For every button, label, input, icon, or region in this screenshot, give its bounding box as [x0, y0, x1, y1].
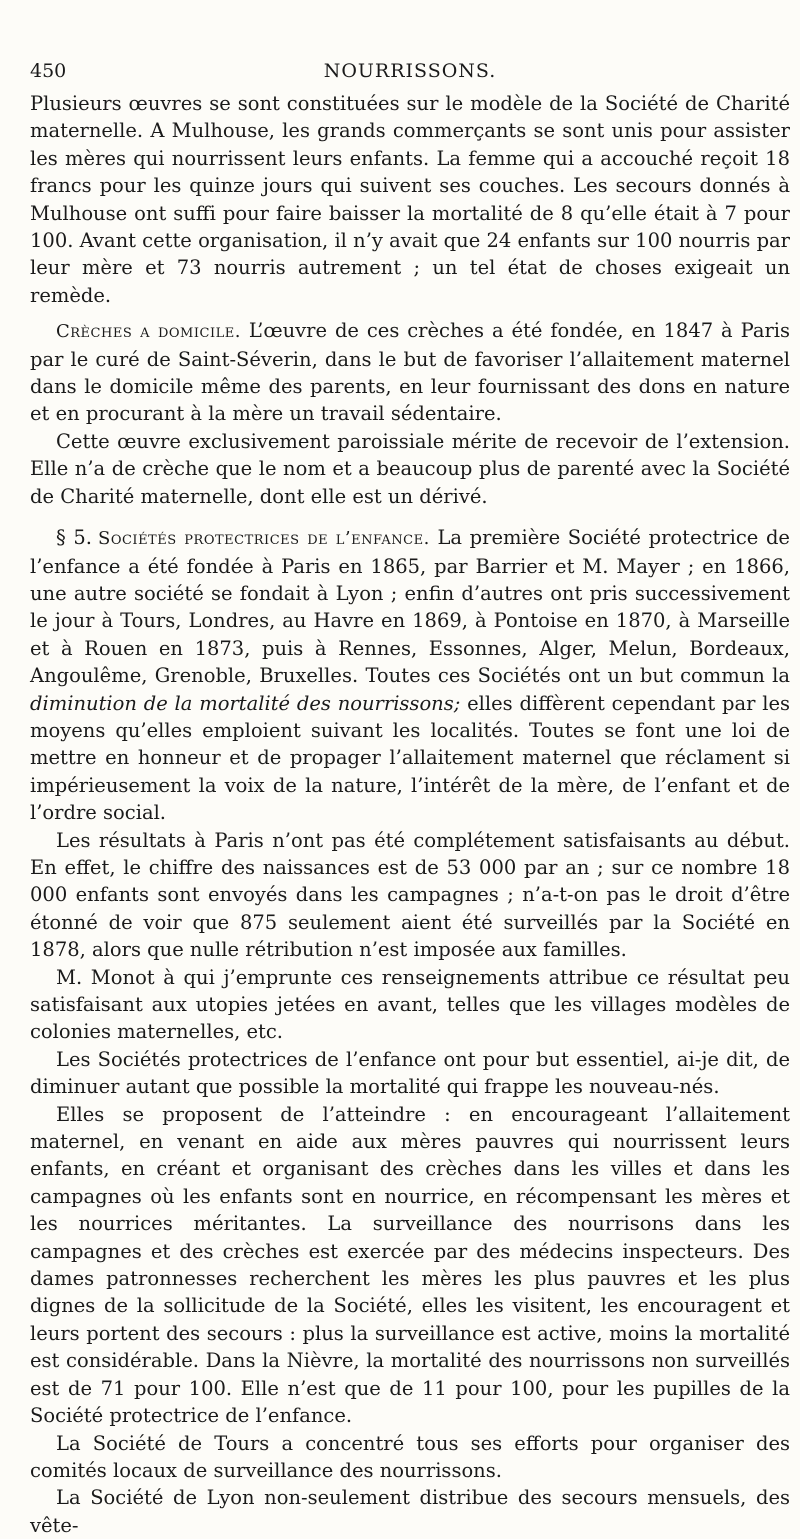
- running-head: NOURRISSONS.: [323, 60, 497, 82]
- paragraph-mulhouse: Plusieurs œuvres se sont constituées sur le modèle de la Société de Charité maternelle. A Mulhouse, les grands commerçants se sont unis pour assister les mères qui nourrissent leurs enfants. La femme qui a accouché reçoit 18 francs pour les quinze jours qui suivent ses couches. Les secours donnés à Mulhouse ont suffi pour faire baisser la mortalité de 8 qu’elle était à 7 pour 100. Avant cette organisation, il n’y avait que 24 enfants sur 100 nourris par leur mère et 73 nourris autrement ; un tel état de choses exigeait un remède.: [30, 92, 790, 307]
- paragraph-monot: M. Monot à qui j’emprunte ces renseignements attribue ce résultat peu satisfaisant aux utopies jetées en avant, telles que les villages modèles de colonies maternelles, etc.: [30, 965, 790, 1044]
- paragraph-section-5: [30, 524, 790, 826]
- paragraph-resultats: Les résultats à Paris n’ont pas été complétement satisfaisants au début. En effet, le chiffre des naissances est de 53 000 par an ; sur ce nombre 18 000 enfants sont envoyés dans les campagnes ; n’a-t-on pas le droit d’être étonné de voir que 875 seulement aient été surveillés par la Société en 1878, alors que nulle rétribution n’est imposée aux familles.: [30, 828, 790, 962]
- section-mark: § 5.: [56, 526, 92, 550]
- book-page: [30, 58, 790, 1539]
- section-body-1: La première Société protectrice de l’enfance a été fondée à Paris en 1865, par Barrier et M. Mayer ; en 1866, une autre société se fondait à Lyon ; enfin d’autres ont pris successivement le jour à Tours, Londres, au Havre en 1869, à Pontoise en 1870, à Marseille et à Rouen en 1873, puis à Rennes, Essonnes, Alger, Melun, Bordeaux, Angoulême, Grenoble, Bruxelles. Toutes ces Sociétés ont un but commun la: [30, 526, 790, 688]
- paragraph-creches: [30, 317, 790, 428]
- creches-heading: Crèches a domicile.: [56, 321, 241, 343]
- paragraph-moyens: Elles se proposent de l’atteindre : en encourageant l’allaitement maternel, en venant en aide aux mères pauvres qui nourrissent leurs enfants, en créant et organisant des crèches dans les villes et dans les campagnes où les enfants sont en nourrice, en récompensant les mères et les nourrices méritantes. La surveillance des nourrisons dans les campagnes et des crèches est exercée par des médecins inspecteurs. Des dames patronnesses recherchent les mères les plus pauvres et les plus dignes de la sollicitude de la Société, elles les visitent, les encouragent et leurs portent des secours : plus la surveillance est active, moins la mortalité est considérable. Dans la Nièvre, la mortalité des nourrissons non surveillés est de 71 pour 100. Elle n’est que de 11 pour 100, pour les pupilles de la Société protectrice de l’enfance.: [30, 1102, 790, 1428]
- section-heading: Sociétés protectrices de l’enfance.: [98, 528, 430, 550]
- section-italic: diminution de la mortalité des nourrissons;: [30, 691, 461, 715]
- section-body-2: elles diffèrent cependant par les moyens qu’elles emploient suivant les localités. Toutes se font une loi de mettre en honneur et de propager l’allaitement maternel que réclament si impérieusement la voix de la nature, l’intérêt de la mère, de l’enfant et de l’ordre social.: [30, 691, 790, 825]
- paragraph-lyon: La Société de Lyon non-seulement distribue des secours mensuels, des vête-: [30, 1486, 790, 1537]
- creches-body: L’œuvre de ces crèches a été fondée, en 1847 à Paris par le curé de Saint-Séverin, dans le but de favoriser l’allaitement maternel dans le domicile même des parents, en leur fournissant des dons en nature et en procurant à la mère un travail sédentaire.: [30, 319, 791, 426]
- paragraph-tours: La Société de Tours a concentré tous ses efforts pour organiser des comités locaux de surveillance des nourrissons.: [30, 1431, 790, 1482]
- paragraph-but: Les Sociétés protectrices de l’enfance ont pour but essentiel, ai-je dit, de diminuer autant que possible la mortalité qui frappe les nouveau-nés.: [30, 1047, 790, 1099]
- page-header: [30, 58, 790, 90]
- page-number: 450: [30, 60, 67, 82]
- paragraph-oeuvre: Cette œuvre exclusivement paroissiale mérite de recevoir de l’extension. Elle n’a de crèche que le nom et a beaucoup plus de parenté avec la Société de Charité maternelle, dont elle est un dérivé.: [30, 429, 790, 508]
